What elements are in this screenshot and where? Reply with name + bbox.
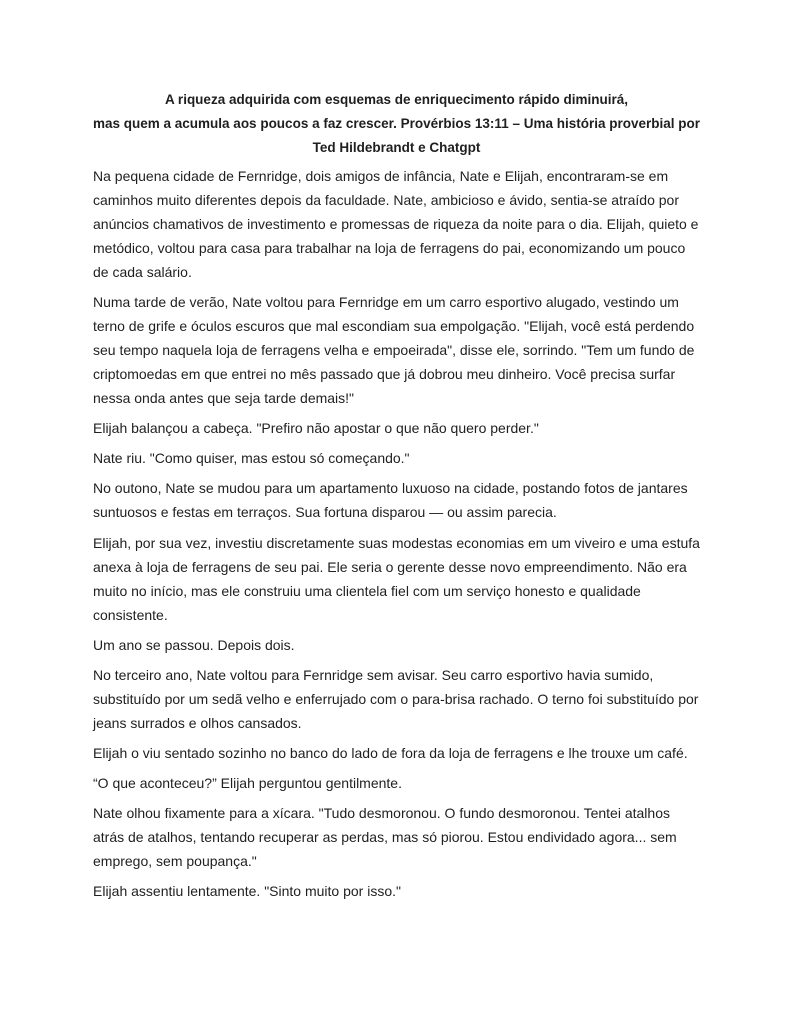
document-body	[93, 164, 700, 903]
paragraph-8: No terceiro ano, Nate voltou para Fernridge sem avisar. Seu carro esportivo havia sumido, substituído por um sedã velho e enferrujado com o para-brisa rachado. O terno foi substituído por jeans surrados e olhos cansados.	[93, 667, 699, 731]
paragraph-11: Nate olhou fixamente para a xícara. "Tudo desmoronou. O fundo desmoronou. Tentei atalhos atrás de atalhos, tentando recuperar as perdas, mas só piorou. Estou endividado agora... sem emprego, sem poupança."	[93, 805, 677, 869]
paragraph-9: Elijah o viu sentado sozinho no banco do lado de fora da loja de ferragens e lhe trouxe um café.	[93, 745, 688, 761]
document-title	[93, 88, 700, 160]
title-line-2: mas quem a acumula aos poucos a faz crescer. Provérbios 13:11 – Uma história proverbial por	[93, 116, 700, 131]
paragraph-6: Elijah, por sua vez, investiu discretamente suas modestas economias em um viveiro e uma estufa anexa à loja de ferragens de seu pai. Ele seria o gerente desse novo empreendimento. Não era muito no início, mas ele construiu uma clientela fiel com um serviço honesto e qualidade consistente.	[93, 535, 700, 623]
paragraph-1: Na pequena cidade de Fernridge, dois amigos de infância, Nate e Elijah, encontraram-se em caminhos muito diferentes depois da faculdade. Nate, ambicioso e ávido, sentia-se atraído por anúncios chamativos de investimento e promessas de riqueza da noite para o dia. Elijah, quieto e metódico, voltou para casa para trabalhar na loja de ferragens do pai, economizando um pouco de cada salário.	[93, 168, 699, 280]
paragraph-7: Um ano se passou. Depois dois.	[93, 637, 295, 653]
paragraph-2: Numa tarde de verão, Nate voltou para Fernridge em um carro esportivo alugado, vestindo um terno de grife e óculos escuros que mal escondiam sua empolgação. "Elijah, você está perdendo seu tempo naquela loja de ferragens velha e empoeirada", disse ele, sorrindo. "Tem um fundo de criptomoedas em que entrei no mês passado que já dobrou meu dinheiro. Você precisa surfar nessa onda antes que seja tarde demais!"	[93, 294, 695, 406]
paragraph-5: No outono, Nate se mudou para um apartamento luxuoso na cidade, postando fotos de jantares suntuosos e festas em terraços. Sua fortuna disparou — ou assim parecia.	[93, 480, 688, 520]
title-line-3: Ted Hildebrandt e Chatgpt	[312, 140, 481, 155]
paragraph-3: Elijah balançou a cabeça. "Prefiro não apostar o que não quero perder."	[93, 420, 539, 436]
paragraph-10: “O que aconteceu?” Elijah perguntou gentilmente.	[93, 775, 402, 791]
title-line-1: A riqueza adquirida com esquemas de enriquecimento rápido diminuirá,	[164, 92, 629, 107]
paragraph-4: Nate riu. "Como quiser, mas estou só começando."	[93, 450, 410, 466]
paragraph-12: Elijah assentiu lentamente. "Sinto muito por isso."	[93, 883, 401, 899]
